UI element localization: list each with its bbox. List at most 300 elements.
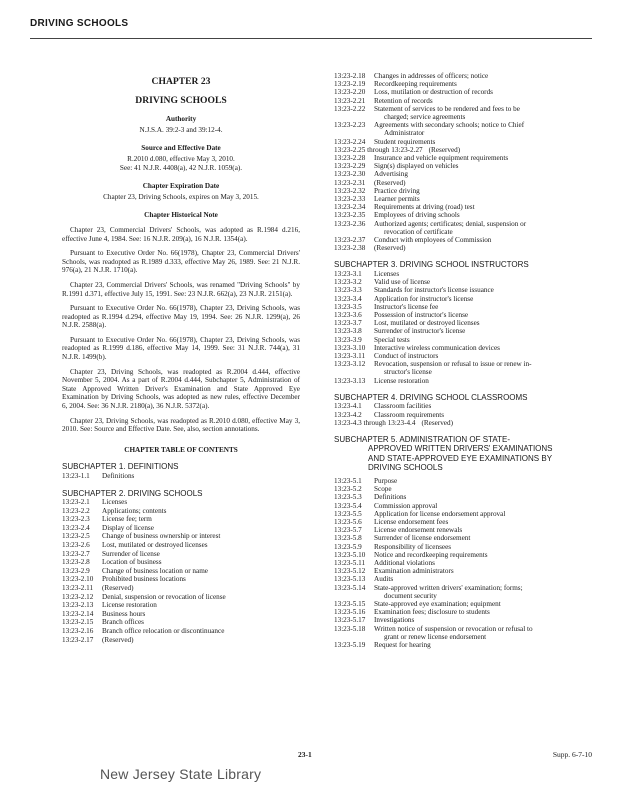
section-title — [374, 244, 596, 252]
section-title-text: State-approved eye examination; equipment — [374, 599, 501, 608]
section-title-continuation: document security — [384, 591, 437, 600]
section-title — [374, 608, 596, 616]
section-title — [374, 170, 596, 178]
toc-entry — [62, 618, 300, 627]
section-number: 13:23-2.4 — [62, 523, 90, 532]
section-title — [374, 303, 596, 311]
expiration-heading: Chapter Expiration Date — [142, 182, 220, 191]
section-title-text: Request for hearing — [374, 640, 431, 649]
section-title-text: Business hours — [102, 609, 146, 618]
toc-entry — [334, 211, 596, 219]
section-number: 13:23-2.21 — [334, 96, 366, 105]
history-paragraph: Chapter 23, Driving Schools, was readopted as R.2010 d.080, effective May 3, 2010. See: Source and Effective Date. See, also, section annotations. — [62, 416, 300, 434]
section-number: 13:23-3.5 — [334, 302, 362, 311]
section-number: 13:23-3.8 — [334, 327, 362, 336]
toc-entry — [334, 551, 596, 559]
toc-entry — [334, 138, 596, 146]
history-paragraph: Chapter 23, Commercial Drivers' Schools, was adopted as R.1984 d.216, effective June 4, 1984. See: 16 N.J.R. 209(a), 16 N.J.R. 1354(a). — [62, 225, 300, 243]
section-title — [374, 327, 596, 335]
section-number: 13:23-2.16 — [62, 626, 94, 635]
toc-entry — [62, 584, 300, 593]
header-rule — [30, 38, 592, 39]
toc-entry — [334, 502, 596, 510]
toc-entry — [62, 524, 300, 533]
section-number: 13:23-5.10 — [334, 550, 366, 559]
toc-entry — [334, 121, 596, 137]
toc-entry — [334, 518, 596, 526]
section-title — [374, 97, 596, 105]
section-title — [374, 575, 596, 583]
toc-entry — [334, 278, 596, 286]
section-title-text: Application for license endorsement approval — [374, 509, 506, 518]
section-number: 13:23-4.2 — [334, 410, 362, 419]
section-title-text: Written notice of suspension or revocation or refusal to — [374, 624, 533, 633]
section-number: 13:23-2.17 — [62, 635, 94, 644]
toc-entry — [334, 105, 596, 121]
section-title-text: License endorsement fees — [374, 517, 449, 526]
section-title-text: Insurance and vehicle equipment requirements — [374, 154, 509, 163]
section-number: 13:23-2.7 — [62, 549, 90, 558]
expiration-text: Chapter 23, Driving Schools, expires on May 3, 2015. — [103, 192, 259, 201]
section-title-text: Practice driving — [374, 186, 420, 195]
section-title: (Reserved) — [421, 418, 453, 427]
toc-entry — [334, 295, 596, 303]
library-stamp: New Jersey State Library — [100, 766, 262, 782]
section-number: 13:23-2.33 — [334, 195, 366, 204]
history-paragraph: Chapter 23, Driving Schools, was readopted as R.2004 d.444, effective November 5, 2004. As a part of R.2004 d.444, Subchapter 5, Administration of State Approved Written Driver's Examination and State Approved Eye Examination by Driving Schools, was adopted as new rules, effective December 6, 2004. See: 36 N.J.R. 2180(a), 36 N.J.R. 5372(a). — [62, 367, 300, 411]
section-title — [374, 641, 596, 649]
toc-entry — [62, 567, 300, 576]
section-title-text: Surrender of license — [102, 549, 160, 558]
section-title-text: Responsibility of licensees — [374, 542, 452, 551]
section-title-text: Retention of records — [374, 96, 433, 105]
toc-entry — [62, 593, 300, 602]
section-number: 13:23-1.1 — [62, 471, 90, 480]
section-title-text: Possession of instructor's license — [374, 310, 469, 319]
section-title — [374, 616, 596, 624]
section-title — [102, 627, 300, 636]
section-number: 13:23-2.22 — [334, 104, 366, 113]
section-title — [374, 187, 596, 195]
section-title — [374, 600, 596, 608]
toc-entry — [334, 88, 596, 96]
section-title — [374, 270, 596, 278]
section-number: 13:23-2.28 — [334, 154, 366, 163]
toc-entry — [334, 270, 596, 278]
section-number: 13:23-2.23 — [334, 121, 366, 130]
section-title — [374, 138, 596, 146]
section-title — [374, 286, 596, 294]
toc-entry — [334, 477, 596, 485]
section-title-text: Applications; contents — [102, 506, 167, 515]
section-title — [374, 625, 596, 641]
section-title — [374, 551, 596, 559]
toc-entry — [62, 610, 300, 619]
subchapter-heading: SUBCHAPTER 3. DRIVING SCHOOL INSTRUCTORS — [334, 260, 529, 270]
section-title — [102, 541, 300, 550]
authority-heading: Authority — [165, 115, 197, 124]
history-paragraph: Pursuant to Executive Order No. 66(1978), Chapter 23, Driving Schools, was readopted as R.1994 d.294, effective May 19, 1994. See: 26 N.J.R. 1299(a), 26 N.J.R. 2588(a). — [62, 304, 300, 330]
section-number: 13:23-5.14 — [334, 583, 366, 592]
toc-entry — [334, 584, 596, 600]
subchapter-heading-line: DRIVING SCHOOLS — [368, 463, 443, 473]
section-title — [374, 502, 596, 510]
section-title-text: Recordkeeping requirements — [374, 80, 457, 89]
toc-entry — [62, 636, 300, 645]
section-title-text: Classroom facilities — [374, 402, 432, 411]
section-title-text: Notice and recordkeeping requirements — [374, 550, 488, 559]
section-title — [374, 485, 596, 493]
section-number: 13:23-5.18 — [334, 624, 366, 633]
toc-entry — [334, 162, 596, 170]
history-paragraph: Pursuant to Executive Order No. 66(1978), Chapter 23, Commercial Drivers' Schools, was readopted as R.1989 d.333, effective May 26, 1989. See: 21 N.J.R. 976(a), 21 N.J.R. 1710(a). — [62, 249, 300, 275]
section-title-text: Employees of driving schools — [374, 211, 460, 220]
section-number: 13:23-3.6 — [334, 310, 362, 319]
section-title — [374, 162, 596, 170]
section-number: 13:23-5.5 — [334, 509, 362, 518]
section-number: 13:23-3.4 — [334, 294, 362, 303]
section-title — [374, 195, 596, 203]
chapter-name: DRIVING SCHOOLS — [135, 94, 227, 106]
section-title — [374, 105, 596, 121]
subchapter-heading-line: SUBCHAPTER 5. ADMINISTRATION OF STATE- — [334, 434, 511, 444]
section-number: 13:23-2.24 — [334, 137, 366, 146]
toc-entry — [334, 600, 596, 608]
section-title-text: License endorsement renewals — [374, 526, 463, 535]
subchapter-heading: SUBCHAPTER 2. DRIVING SCHOOLS — [62, 488, 203, 498]
toc-list — [334, 477, 596, 649]
source-text: See: 41 N.J.R. 4408(a), 42 N.J.R. 1059(a). — [119, 163, 243, 172]
toc-entry — [334, 411, 596, 419]
toc-entry — [334, 80, 596, 88]
section-number: 13:23-5.13 — [334, 575, 366, 584]
section-title — [374, 352, 596, 360]
authority-text: N.J.S.A. 39:2-3 and 39:12-4. — [139, 125, 223, 134]
subchapter-heading-line: APPROVED WRITTEN DRIVERS' EXAMINATIONS — [368, 444, 553, 454]
section-number: 13:23-2.3 — [62, 515, 90, 524]
section-title-text: Changes in addresses of officers; notice — [374, 72, 489, 80]
section-title — [374, 584, 596, 600]
section-title-text: Denial, suspension or revocation of license — [102, 592, 226, 601]
section-number: 13:23-2.12 — [62, 592, 94, 601]
section-title — [374, 344, 596, 352]
subchapter-heading: SUBCHAPTER 4. DRIVING SCHOOL CLASSROOMS — [334, 392, 528, 402]
section-title-text: Display of license — [102, 523, 154, 532]
toc-entry — [334, 311, 596, 319]
section-number: 13:23-2.35 — [334, 211, 366, 220]
section-number: 13:23-2.25 through 13:23-2.27 — [334, 145, 423, 154]
toc-entry — [334, 286, 596, 294]
section-title — [102, 532, 300, 541]
source-text: R.2010 d.080, effective May 3, 2010. — [127, 154, 235, 163]
toc-list — [334, 72, 596, 252]
section-title — [374, 88, 596, 96]
section-title-text: Licenses — [102, 498, 128, 506]
section-title-text: Licenses — [374, 269, 400, 278]
toc-entry — [334, 236, 596, 244]
toc-entry — [334, 195, 596, 203]
section-number: 13:23-5.2 — [334, 485, 362, 494]
section-number: 13:23-2.5 — [62, 532, 90, 541]
section-number: 13:23-2.18 — [334, 72, 366, 80]
section-title — [102, 550, 300, 559]
section-number: 13:23-2.11 — [62, 583, 94, 592]
toc-heading: CHAPTER TABLE OF CONTENTS — [124, 445, 238, 454]
toc-entry — [62, 532, 300, 541]
section-title-text: State-approved written drivers' examination; forms; — [374, 583, 523, 592]
section-number: 13:23-3.1 — [334, 269, 362, 278]
section-title-text: Conduct with employees of Commission — [374, 236, 492, 245]
section-number: 13:23-5.8 — [334, 534, 362, 543]
toc-entry — [334, 146, 596, 154]
section-title-text: Revocation, suspension or refusal to issue or renew in- — [374, 360, 532, 369]
section-title — [374, 203, 596, 211]
section-title — [374, 510, 596, 518]
history-paragraph: Pursuant to Executive Order No. 66(1978), Chapter 23, Driving Schools, was readopted as R.1999 d.186, effective May 14, 1999. See: 31 N.J.R. 744(a), 31 N.J.R. 1499(b). — [62, 335, 300, 362]
toc-entry — [334, 493, 596, 501]
section-number: 13:23-2.29 — [334, 162, 366, 171]
section-title — [102, 507, 300, 516]
section-title-text: Loss, mutilation or destruction of records — [374, 88, 493, 97]
section-number: 13:23-2.38 — [334, 244, 366, 253]
section-title — [102, 636, 300, 645]
section-number: 13:23-3.2 — [334, 278, 362, 287]
toc-entry — [334, 303, 596, 311]
section-number: 13:23-2.14 — [62, 609, 94, 618]
toc-entry — [334, 559, 596, 567]
section-title-text: Requirements at driving (road) test — [374, 203, 475, 212]
section-title: (Reserved) — [428, 145, 461, 154]
section-title-continuation: grant or renew license endorsement — [384, 632, 487, 641]
section-title — [374, 567, 596, 575]
toc-entry — [334, 336, 596, 344]
toc-entry — [62, 472, 300, 481]
section-title-text: Definitions — [102, 471, 135, 480]
toc-entry — [334, 510, 596, 518]
section-title-text: (Reserved) — [102, 635, 134, 644]
toc-list — [334, 402, 596, 427]
toc-entry — [62, 498, 300, 507]
section-title-text: Location of business — [102, 558, 162, 567]
section-title-text: Classroom requirements — [374, 410, 445, 419]
section-title — [374, 526, 596, 534]
section-title — [374, 518, 596, 526]
section-title-text: (Reserved) — [374, 244, 406, 253]
section-title-text: Examination fees; disclosure to students — [374, 608, 490, 617]
section-title — [102, 618, 300, 627]
section-title-text: Interactive wireless communication devices — [374, 343, 500, 352]
section-title-text: Advertising — [374, 170, 408, 179]
section-number: 13:23-5.1 — [334, 476, 362, 485]
section-title — [102, 575, 300, 584]
section-title-text: Change of business ownership or interest — [102, 532, 221, 541]
section-title — [102, 515, 300, 524]
toc-entry — [334, 575, 596, 583]
subchapter-heading — [334, 435, 596, 473]
section-title-text: Lost, mutilated or destroyed licenses — [102, 540, 208, 549]
section-title-text: Additional violations — [374, 558, 435, 567]
section-title — [374, 72, 596, 80]
toc-entry — [334, 244, 596, 252]
section-title-text: Commission approval — [374, 501, 438, 510]
toc-entry — [62, 515, 300, 524]
toc-entry — [334, 641, 596, 649]
section-number: 13:23-5.12 — [334, 567, 366, 576]
toc-entry — [334, 567, 596, 575]
section-title — [374, 211, 596, 219]
toc-entry — [334, 352, 596, 360]
section-title-text: Examination administrators — [374, 567, 454, 576]
section-number: 13:23-5.9 — [334, 542, 362, 551]
section-number: 13:23-5.19 — [334, 640, 366, 649]
section-title-text: Scope — [374, 485, 392, 494]
toc-entry — [334, 402, 596, 410]
section-number: 13:23-2.36 — [334, 219, 366, 228]
section-title-text: Learner permits — [374, 195, 420, 204]
toc-list — [62, 498, 300, 644]
section-title — [102, 584, 300, 593]
section-title-text: License fee; term — [102, 515, 152, 524]
section-title-text: Agreements with secondary schools; notice to Chief — [374, 121, 525, 130]
section-title-text: Prohibited business locations — [102, 575, 186, 584]
section-title — [374, 477, 596, 485]
history-heading: Chapter Historical Note — [144, 211, 218, 220]
section-number: 13:23-2.31 — [334, 178, 366, 187]
section-title-text: Sign(s) displayed on vehicles — [374, 162, 459, 171]
page-number: 23-1 — [298, 750, 312, 759]
section-title — [102, 524, 300, 533]
section-title — [374, 543, 596, 551]
source-heading: Source and Effective Date — [141, 144, 221, 153]
section-title-text: Investigations — [374, 616, 415, 625]
section-title — [102, 558, 300, 567]
section-title-text: Student requirements — [374, 137, 436, 146]
section-title — [374, 534, 596, 542]
section-number: 13:23-2.19 — [334, 80, 366, 89]
section-number: 13:23-2.6 — [62, 540, 90, 549]
section-number: 13:23-2.13 — [62, 601, 94, 610]
section-number: 13:23-5.15 — [334, 599, 366, 608]
toc-entry — [334, 360, 596, 376]
section-title — [102, 601, 300, 610]
history-paragraph: Chapter 23, Commercial Drivers' Schools, was renamed "Driving Schools" by R.1991 d.371, effective July 15, 1991. See: 23 N.J.R. 662(a), 23 N.J.R. 2151(a). — [62, 280, 300, 298]
section-title — [374, 559, 596, 567]
toc-entry — [334, 220, 596, 236]
section-number: 13:23-2.15 — [62, 618, 94, 627]
toc-entry — [334, 534, 596, 542]
toc-entry — [334, 608, 596, 616]
section-title-text: Change of business location or name — [102, 566, 208, 575]
toc-entry — [334, 319, 596, 327]
section-title-text: Lost, mutilated or destroyed licenses — [374, 319, 480, 328]
toc-entry — [334, 179, 596, 187]
section-number: 13:23-2.34 — [334, 203, 366, 212]
right-column — [334, 72, 596, 649]
section-number: 13:23-3.9 — [334, 335, 362, 344]
section-number: 13:23-2.9 — [62, 566, 90, 575]
section-title-text: Valid use of license — [374, 278, 431, 287]
section-number: 13:23-5.7 — [334, 526, 362, 535]
section-title — [374, 236, 596, 244]
toc-entry — [334, 344, 596, 352]
section-title-text: Statement of services to be rendered and fees to be — [374, 104, 520, 113]
toc-entry — [334, 485, 596, 493]
section-number: 13:23-5.3 — [334, 493, 362, 502]
toc-entry — [62, 601, 300, 610]
section-title — [374, 336, 596, 344]
toc-entry — [334, 187, 596, 195]
toc-entry — [334, 154, 596, 162]
section-number: 13:23-5.17 — [334, 616, 366, 625]
section-title — [374, 319, 596, 327]
toc-entry — [62, 507, 300, 516]
section-title-text: Surrender of instructor's license — [374, 327, 466, 336]
toc-entry — [62, 575, 300, 584]
section-number: 13:23-2.1 — [62, 498, 90, 506]
section-title-text: Special tests — [374, 335, 410, 344]
section-title-text: Branch offices — [102, 618, 144, 627]
toc-entry — [334, 72, 596, 80]
toc-entry — [334, 625, 596, 641]
section-title — [374, 220, 596, 236]
section-title-text: License restoration — [102, 601, 157, 610]
section-title — [102, 567, 300, 576]
toc-entry — [334, 616, 596, 624]
section-title-text: Instructor's license fee — [374, 302, 439, 311]
toc-entry — [334, 377, 596, 385]
section-number: 13:23-2.37 — [334, 236, 366, 245]
section-number: 13:23-3.3 — [334, 286, 362, 295]
toc-entry — [62, 627, 300, 636]
section-title-text: Authorized agents; certificates; denial, suspension or — [374, 219, 527, 228]
section-title — [374, 402, 596, 410]
section-title-continuation: structor's license — [384, 368, 432, 377]
section-title-text: (Reserved) — [102, 583, 134, 592]
section-title — [374, 311, 596, 319]
section-title — [374, 411, 596, 419]
section-title-text: Standards for instructor's license issuance — [374, 286, 494, 295]
section-number: 13:23-3.10 — [334, 343, 366, 352]
toc-entry — [334, 327, 596, 335]
section-title — [374, 179, 596, 187]
section-title-continuation: charged; service agreements — [384, 113, 466, 122]
section-title — [374, 295, 596, 303]
section-number: 13:23-2.20 — [334, 88, 366, 97]
section-number: 13:23-2.32 — [334, 186, 366, 195]
section-title — [374, 278, 596, 286]
toc-entry — [334, 170, 596, 178]
supplement-date: Supp. 6-7-10 — [552, 750, 592, 759]
section-number: 13:23-3.7 — [334, 319, 362, 328]
toc-entry — [334, 203, 596, 211]
section-number: 13:23-5.11 — [334, 558, 366, 567]
section-title-text: Branch office relocation or discontinuance — [102, 626, 225, 635]
subchapter-heading: SUBCHAPTER 1. DEFINITIONS — [62, 462, 179, 472]
section-title — [374, 360, 596, 376]
toc-entry — [62, 558, 300, 567]
subchapter-heading-line: AND STATE-APPROVED EYE EXAMINATIONS BY — [368, 453, 553, 463]
section-number: 13:23-4.1 — [334, 402, 362, 411]
toc-entry — [334, 526, 596, 534]
chapter-number: CHAPTER 23 — [151, 76, 211, 87]
section-title — [374, 154, 596, 162]
section-title-text: Application for instructor's license — [374, 294, 474, 303]
section-title-text: Definitions — [374, 493, 407, 502]
section-title — [374, 121, 596, 137]
toc-entry — [62, 550, 300, 559]
section-title — [374, 80, 596, 88]
section-number: 13:23-5.4 — [334, 501, 362, 510]
